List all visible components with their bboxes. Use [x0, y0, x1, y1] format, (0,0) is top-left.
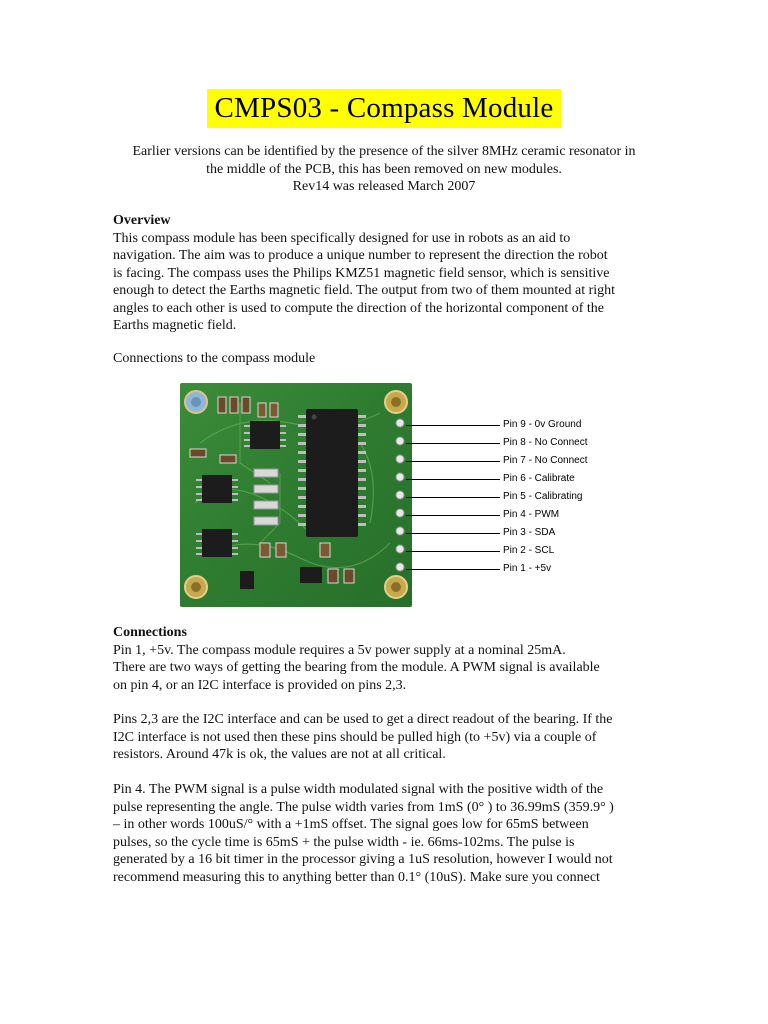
sensor-chip-icon	[202, 475, 232, 503]
connections-line: on pin 4, or an I2C interface is provided on pins 2,3.	[113, 677, 407, 693]
pin-label: Pin 7 - No Connect	[503, 455, 588, 466]
intro-line: Earlier versions can be identified by the presence of the silver 8MHz ceramic resonator in	[132, 144, 636, 159]
pwm-line: pulses, so the cycle time is 65mS + the pulse width - ie. 66ms-102ms. The pulse is	[113, 834, 575, 850]
sensor-chip-icon	[202, 529, 232, 557]
overview-line: This compass module has been specifically designed for use in robots as an aid to	[113, 230, 571, 246]
pwm-line: – in other words 100uS/° with a +1mS offset. The signal goes low for 65mS between	[113, 817, 589, 832]
pin-leader-line	[406, 443, 500, 444]
pin-label: Pin 5 - Calibrating	[503, 491, 583, 502]
connections-section	[113, 624, 673, 694]
title-wrapper	[0, 89, 768, 128]
connections-heading: Connections	[113, 625, 187, 640]
pin-label: Pin 2 - SCL	[503, 545, 555, 556]
pin-label-list	[400, 383, 620, 607]
intro-line: Rev14 was released March 2007	[292, 179, 476, 194]
pin-label: Pin 6 - Calibrate	[503, 473, 575, 484]
pin-label: Pin 1 - +5v	[503, 563, 552, 574]
pcb-illustration	[180, 383, 412, 607]
intro-line: the middle of the PCB, this has been removed on new modules.	[206, 161, 562, 177]
pwm-line: generated by a 16 bit timer in the processor giving a 1uS resolution, however I would not	[113, 852, 613, 867]
i2c-line: resistors. Around 47k is ok, the values are not at all critical.	[113, 747, 446, 762]
pin-leader-line	[406, 551, 500, 552]
connections-line: Pin 1, +5v. The compass module requires a 5v power supply at a nominal 25mA.	[113, 642, 566, 658]
overview-line: navigation. The aim was to produce a unique number to represent the direction the robot	[113, 248, 608, 263]
overview-section	[113, 212, 673, 335]
overview-line: enough to detect the Earths magnetic field. The output from two of them mounted at right	[113, 283, 616, 298]
pwm-pin-paragraph	[113, 781, 673, 886]
pin-label: Pin 4 - PWM	[503, 509, 560, 520]
microcontroller-chip	[298, 409, 366, 537]
pin-leader-line	[406, 479, 500, 480]
pin-leader-line	[406, 461, 500, 462]
connections-line: There are two ways of getting the bearing from the module. A PWM signal is available	[113, 660, 600, 675]
overview-line: is facing. The compass uses the Philips KMZ51 magnetic field sensor, which is sensitive	[113, 265, 610, 281]
overview-line: angles to each other is used to compute the direction of the horizontal component of the	[113, 300, 605, 316]
sensor-chip-icon	[250, 421, 280, 449]
pwm-line: pulse representing the angle. The pulse width varies from 1mS (0° ) to 36.99mS (359.9° )	[113, 799, 614, 815]
page-title: CMPS03 - Compass Module	[207, 89, 562, 128]
pin-leader-line	[406, 497, 500, 498]
compass-module-photo	[180, 383, 412, 607]
pin-leader-line	[406, 533, 500, 534]
overview-heading: Overview	[113, 213, 171, 228]
pin-leader-line	[406, 515, 500, 516]
i2c-line: I2C interface is not used then these pins should be pulled high (to +5v) via a couple of	[113, 729, 597, 745]
pin-label: Pin 3 - SDA	[503, 527, 556, 538]
pin-label: Pin 8 - No Connect	[503, 437, 588, 448]
i2c-line: Pins 2,3 are the I2C interface and can be used to get a direct readout of the bearing. If the	[113, 712, 613, 727]
pwm-line: recommend measuring this to anything better than 0.1° (10uS). Make sure you connect	[113, 869, 600, 885]
pin-leader-line	[406, 425, 500, 426]
connections-intro-text: Connections to the compass module	[113, 351, 316, 366]
i2c-pins-paragraph	[113, 711, 673, 764]
overview-line: Earths magnetic field.	[113, 318, 237, 333]
connections-intro	[113, 350, 673, 368]
intro-paragraph	[60, 143, 708, 196]
pwm-line: Pin 4. The PWM signal is a pulse width modulated signal with the positive width of the	[113, 782, 604, 797]
pin-label: Pin 9 - 0v Ground	[503, 419, 582, 430]
pin-leader-line	[406, 569, 500, 570]
